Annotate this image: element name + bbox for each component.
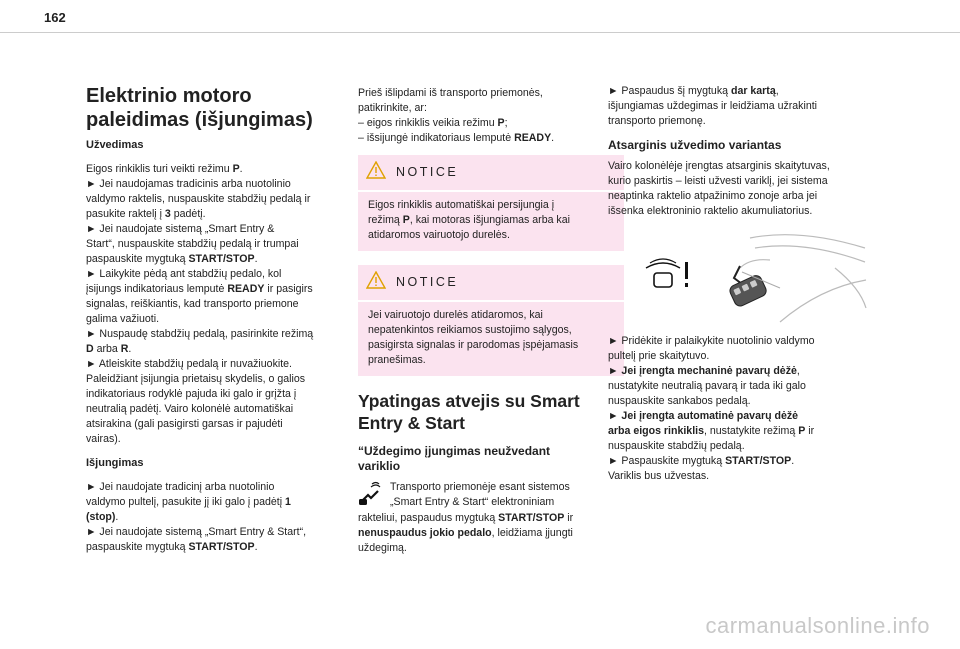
key-reader-illustration	[630, 228, 870, 324]
exit-check-text: Prieš išlipdami iš transporto priemonės, patikrinkite, ar: – eigos rinkiklis veikia režimu P; – išsijungė indikatoriaus lemputė READY.	[358, 87, 555, 144]
start-text: Eigos rinkiklis turi veikti režimu P. ► Jei naudojamas tradicinis arba nuotolinio valdymo raktelis, nuspauskite stabdžių pedalą ir pasukite raktelį į 3 padėtį. ► Jei naudojate sistemą „Smart Entry & Start“, nuspauskite stabdžių pedalą ir trumpai paspauskite mygtuką START/STOP. ► Laikykite pėdą ant stabdžių pedalo, kol įsijungs indikatoriaus lemputė READY ir pasigirs signalas, reiškiantis, kad transporto priemone galima važiuoti. ► Nuspaudę stabdžių pedalą, pasirinkite režimą D arba R. ► Atleiskite stabdžių pedalą ir nuvažiuokite. Paleidžiant įsijungia prietaisų skydelis, o galios indikatoriaus rodyklė pajuda iki galo ir grįžta į neutralią padėtį. Vairo kolonėlė automatiškai atsirakina (gali pasigirsti garsas ir pajudėti vairas).	[86, 163, 314, 445]
ignition-subheading: “Uždegimo įjungimas neužvedant variklio	[358, 444, 551, 473]
key-hand-icon	[358, 480, 384, 511]
notice-box-1	[358, 155, 624, 251]
watermark: carmanualsonline.info	[705, 613, 930, 638]
header-rule	[0, 32, 960, 33]
warning-triangle-icon	[366, 161, 386, 184]
start-heading: Užvedimas	[86, 139, 144, 151]
backup-steps-text: ► Pridėkite ir palaikykite nuotolinio valdymo pultelį prie skaitytuvo. ► Jei įrengta mechaninė pavarų dėžė, nustatykite neutralią pavarą ir tada iki galo nuspauskite sankabos pedalą. ► Jei įrengta automatinė pavarų dėžė arba eigos rinkiklis, nustatykite režimą P ir nuspauskite stabdžių pedalą. ► Paspauskite mygtuką START/STOP. Variklis bus užvestas.	[608, 335, 815, 482]
backup-heading: Atsarginis užvedimo variantas	[608, 138, 782, 152]
backup-text: Vairo kolonėlėje įrengtas atsarginis skaitytuvas, kurio paskirtis – leisti užvesti variklį, jei sistema neaptinka raktelio atpažinimo zonoje arba jei išsenka elektroninio raktelio akumuliatorius.	[608, 160, 830, 217]
column-1	[86, 84, 348, 564]
reader-symbol-icon	[646, 259, 688, 287]
column-3	[608, 84, 870, 493]
stop-text: ► Jei naudojate tradicinį arba nuotolinio valdymo pultelį, pasukite jį iki galo į padėtį 1 (stop). ► Jei naudojate sistemą „Smart Entry & Start“, paspauskite mygtuką START/STOP.	[86, 481, 307, 553]
stop-heading: Išjungimas	[86, 457, 144, 469]
ignition-text: Transporto priemonėje esant sistemos „Smart Entry & Start“ elektroniniam rakteliui, paspaudus mygtuką START/STOP ir nenuspaudus jokio pedalo, leidžiama įjungti uždegimą.	[358, 481, 574, 554]
notice-text: Jei vairuotojo durelės atidaromos, kai nepatenkintos reikiamos sustojimo sąlygos, pasigirsta signalas ir parodomas įspėjamasis pranešimas.	[368, 309, 579, 366]
warning-triangle-icon	[366, 271, 386, 294]
page-number: 162	[44, 10, 66, 25]
notice-title: NOTICE	[396, 275, 459, 289]
notice-text: Eigos rinkiklis automatiškai persijungia į režimą P, kai motoras išjungiamas arba kai atidaromos vairuotojo durelės.	[368, 199, 570, 241]
notice-box-2	[358, 265, 624, 376]
section-title: Elektrinio motoro paleidimas (išjungimas)	[86, 85, 313, 131]
special-case-heading: Ypatingas atvejis su Smart Entry & Start	[358, 391, 580, 433]
notice-title: NOTICE	[396, 165, 459, 179]
again-text: ► Paspaudus šį mygtuką dar kartą, išjungiamas uždegimas ir leidžiama užrakinti transporto priemonę.	[608, 85, 818, 127]
column-2	[358, 86, 620, 556]
